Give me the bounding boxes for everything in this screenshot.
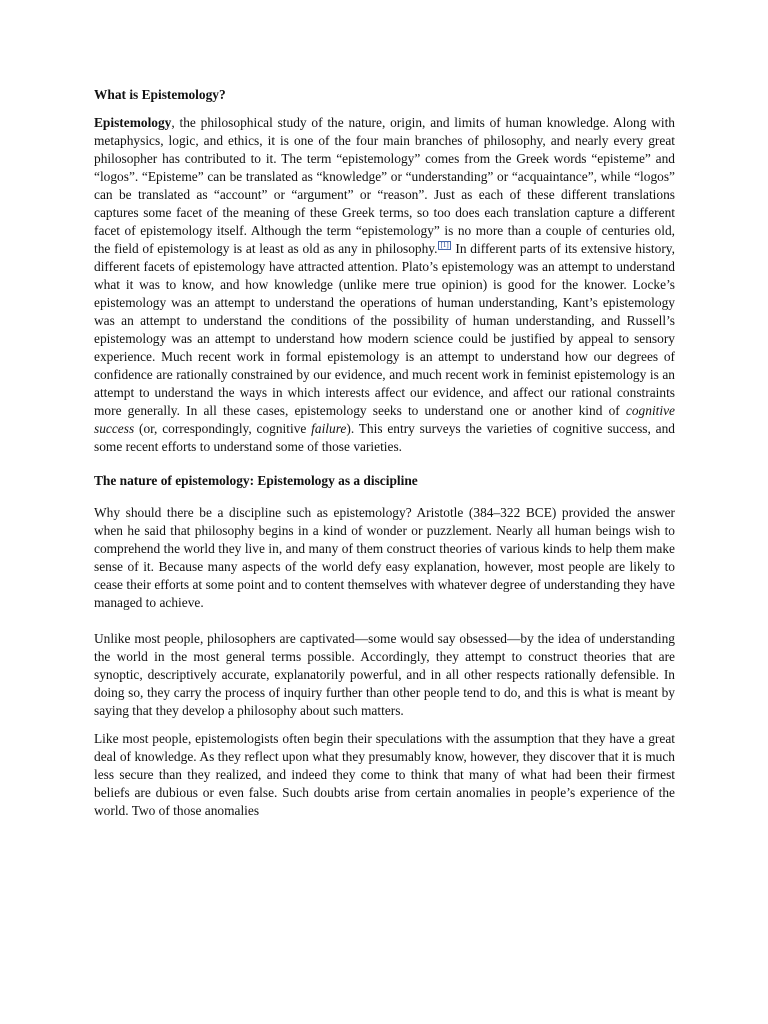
emphasis-cognitive-success: cognitive success xyxy=(94,403,675,436)
emphasis-failure: failure xyxy=(311,421,347,436)
intro-text-1: , the philosophical study of the nature, origin, and limits of human knowledge. Along with metaphysics, logic, and ethics, it is one of the four main branches of philosophy, and nearly every great philosopher has contributed to it. The term “epistemology” comes from the Greek words “episteme” and “logos”. “Episteme” can be translated as “knowledge” or “understanding” or “acquaintance”, while “logos” can be translated as “account” or “argument” or “reason”. Just as each of these different translations captures some facet of the meaning of these Greek terms, so too does each translation capture a different facet of epistemology itself. Although the term “epistemology” is no more than a couple of centuries old, the field of epistemology is at least as old as any in philosophy. xyxy=(94,115,675,256)
body-paragraph: Why should there be a discipline such as epistemology? Aristotle (384–322 BCE) provided the answer when he said that philosophy begins in a kind of wonder or puzzlement. Nearly all human beings wish to comprehend the world they live in, and many of them construct theories of various kinds to help them make sense of it. Because many aspects of the world defy easy explanation, however, most people are likely to cease their efforts at some point and to content themselves with whatever degree of understanding they have managed to achieve. xyxy=(94,505,675,610)
body-paragraph: Like most people, epistemologists often begin their speculations with the assumption that they have a great deal of knowledge. As they reflect upon what they presumably know, however, they discover that it is much less secure than they realized, and indeed they come to think that many of what had been their firmest beliefs are dubious or even false. Such doubts arise from certain anomalies in people’s experience of the world. Two of those anomalies xyxy=(94,731,675,818)
section-heading: The nature of epistemology: Epistemology as a discipline xyxy=(94,473,418,488)
intro-paragraph xyxy=(94,114,675,456)
document-page xyxy=(94,86,675,832)
defined-term: Epistemology xyxy=(94,115,172,130)
intro-text-2: In different parts of its extensive history, different facets of epistemology have attracted attention. Plato’s epistemology was an attempt to understand what it was to know, and how knowledge (unlike mere true opinion) is good for the knower. Locke’s epistemology was an attempt to understand the operations of human understanding, Kant’s epistemology was an attempt to understand the conditions of the possibility of human understanding, and Russell’s epistemology was an attempt to understand how modern science could be justified by appeal to sensory experience. Much recent work in formal epistemology is an attempt to understand how our degrees of confidence are rationally constrained by our evidence, and much recent work in feminist epistemology is an attempt to understand the ways in which interests affect our evidence, and affect our rational constraints more generally. In all these cases, epistemology seeks to understand one or another kind of xyxy=(94,241,675,418)
page-title: What is Epistemology? xyxy=(94,87,226,102)
body-paragraph: Unlike most people, philosophers are captivated—some would say obsessed—by the idea of understanding the world in the most general terms possible. Accordingly, they attempt to construct theories that are synoptic, descriptively accurate, explanatorily powerful, and in all other respects rationally defensible. In doing so, they carry the process of inquiry further than other people tend to do, and this is what is meant by saying that they develop a philosophy about such matters. xyxy=(94,631,675,718)
intro-text-4: ). This entry surveys the varieties of cognitive success, and some recent efforts to understand some of those varieties. xyxy=(94,421,675,454)
footnote-link[interactable]: [1] xyxy=(440,241,449,249)
intro-text-3: (or, correspondingly, cognitive xyxy=(134,421,312,436)
